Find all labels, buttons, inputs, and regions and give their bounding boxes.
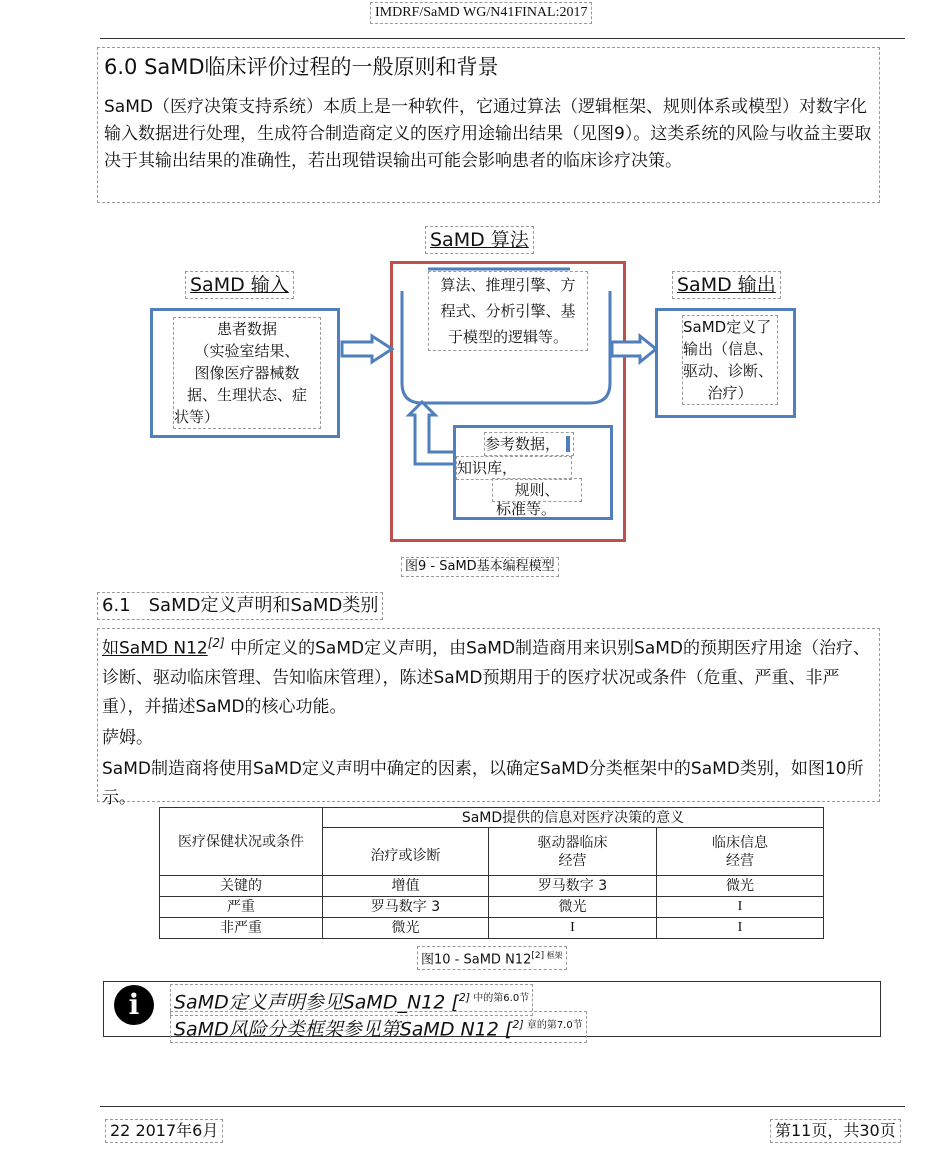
- info-note: [103, 981, 881, 1041]
- info-icon: i: [114, 985, 154, 1025]
- section-6-1-paragraph-3: SaMD制造商将使用SaMD定义声明中确定的因素，以确定SaMD分类框架中的SaMD类别，如图10所示。: [102, 758, 864, 808]
- section-6-0-title: 6.0 SaMD临床评价过程的一般原则和背景: [104, 55, 499, 79]
- table-cell: 罗马数字 3: [489, 876, 657, 897]
- reference-to-algorithm-arrow: [409, 402, 456, 464]
- note-text: SaMD定义声明参见SaMD_N12 [: [174, 991, 459, 1014]
- input-label: SaMD 输入: [185, 271, 294, 299]
- table-column-header: 临床信息 经营: [657, 828, 824, 876]
- reference-line: 知识库，: [456, 456, 572, 480]
- input-line: 图像医疗器械数: [194, 364, 300, 382]
- footer-date: 22 2017年6月: [105, 1119, 223, 1143]
- reference-box: [453, 425, 613, 520]
- input-to-algorithm-arrow: [342, 336, 392, 362]
- table-column-header: 驱动器临床 经营: [489, 828, 657, 876]
- figure-10-caption: [417, 946, 567, 970]
- output-line: 输出（信息、: [683, 340, 774, 358]
- figure-10-caption-text: 图10 - SaMD N12: [421, 952, 532, 968]
- algorithm-line: 于模型的逻辑等。: [447, 328, 568, 346]
- table-row-header: 医疗保健状况或条件: [160, 808, 323, 876]
- table-cell: I: [657, 897, 824, 918]
- section-6-1-paragraph-2: 萨姆。: [102, 727, 153, 748]
- reference-line: 标准等。: [496, 500, 557, 518]
- figure-9-caption: 图9 - SaMD基本编程模型: [401, 557, 559, 577]
- table-row: [160, 876, 824, 897]
- table-group-header: SaMD提供的信息对医疗决策的意义: [323, 808, 824, 828]
- footer-rule: [100, 1106, 905, 1107]
- note-section-ref: 章的第7.0节: [523, 1020, 583, 1031]
- note-text: SaMD风险分类框架参见第SaMD N12 [: [174, 1018, 513, 1041]
- table-cell-condition: 严重: [160, 897, 323, 918]
- input-line: 状等）: [174, 408, 220, 426]
- algorithm-line: 程式、分析引擎、基: [440, 302, 576, 320]
- section-6-1-body: [97, 628, 880, 808]
- algorithm-label: SaMD 算法: [425, 226, 534, 254]
- note-line-2: [170, 1011, 587, 1043]
- algorithm-to-output-arrow: [612, 336, 656, 362]
- input-line: （实验室结果、: [194, 342, 300, 360]
- samd-category-table: [159, 807, 824, 939]
- citation-marker[interactable]: [2]: [207, 636, 225, 650]
- text-cursor-mark: [566, 436, 570, 452]
- table-row: [160, 918, 824, 939]
- output-line: 驱动、诊断、: [683, 362, 774, 380]
- table-cell-condition: 非严重: [160, 918, 323, 939]
- reference-link-samd-n12[interactable]: 如SaMD N12: [102, 638, 208, 659]
- note-section-ref: 中的第6.0节: [470, 993, 530, 1004]
- section-6-1-title: 6.1 SaMD定义声明和SaMD类别: [97, 592, 383, 620]
- input-line: 患者数据: [216, 320, 277, 338]
- table-cell: 微光: [489, 897, 657, 918]
- citation-marker[interactable]: 2]: [512, 1018, 524, 1031]
- document-id-header: IMDRF/SaMD WG/N41FINAL:2017: [370, 2, 592, 24]
- table-row: [160, 897, 824, 918]
- figure-10-caption-tail: 框架: [544, 951, 563, 960]
- citation-marker[interactable]: [2]: [531, 951, 545, 961]
- algorithm-line: 算法、推理引擎、方: [440, 276, 576, 294]
- output-label: SaMD 输出: [672, 271, 781, 299]
- section-6-1-paragraph-1: [102, 629, 879, 722]
- reference-line: 参考数据，: [484, 432, 574, 456]
- paragraph-text: 中所定义的SaMD定义声明，由SaMD制造商用来识别SaMD的预期医疗用途（治疗、诊断、驱动临床管理、告知临床管理），陈述SaMD预期用于的医疗状况或条件（危重、严重、非严重），并描述SaMD的核心功能。: [102, 638, 871, 717]
- table-cell: 增值: [323, 876, 489, 897]
- table-cell: 微光: [323, 918, 489, 939]
- reference-line: 规则、: [492, 478, 582, 502]
- table-cell: 罗马数字 3: [323, 897, 489, 918]
- table-cell: I: [489, 918, 657, 939]
- table-cell: I: [657, 918, 824, 939]
- output-line: SaMD定义了: [683, 318, 772, 336]
- input-line: 据、生理状态、症: [186, 386, 307, 404]
- citation-marker[interactable]: 2]: [458, 991, 471, 1004]
- table-cell-condition: 关键的: [160, 876, 323, 897]
- table-column-header: 治疗或诊断: [323, 828, 489, 876]
- page-number: 第11页，共30页: [770, 1119, 901, 1143]
- section-6-0-paragraph: SaMD（医疗决策支持系统）本质上是一种软件，它通过算法（逻辑框架、规则体系或模型）对数字化输入数据进行处理，生成符合制造商定义的医疗用途输出结果（见图9）。这类系统的风险与收益主要取决于其输出结果的准确性，若出现错误输出可能会影响患者的临床诊疗决策。: [104, 97, 872, 171]
- output-line: 治疗）: [707, 384, 753, 402]
- table-cell: 微光: [657, 876, 824, 897]
